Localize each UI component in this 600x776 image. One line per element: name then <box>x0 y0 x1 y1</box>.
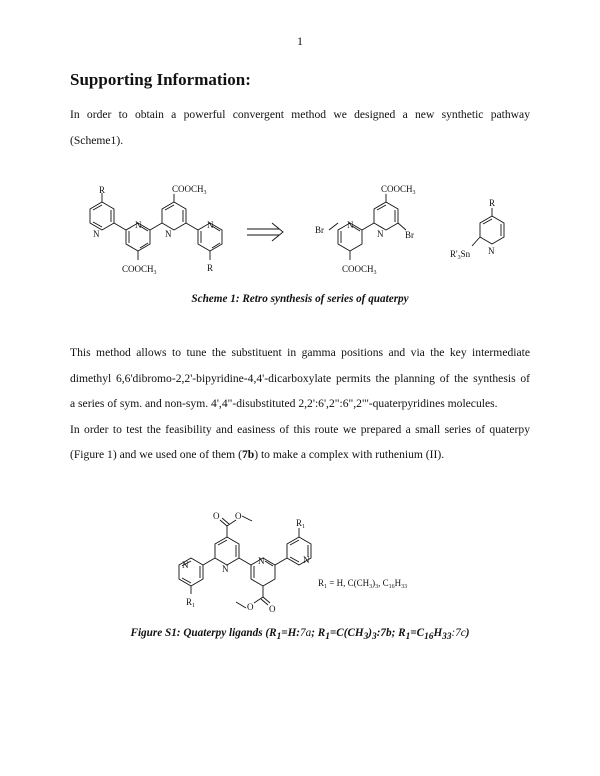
o4-label: O <box>247 602 254 612</box>
cooch3-top-right-label: $COOCH_3$ <box>381 184 416 196</box>
intro-line-2: (Scheme1). <box>70 133 124 147</box>
r1-definition: $R_1 = H$, $C(CH_3)_3$, $C_{16}H_{33}$ <box>318 578 408 590</box>
retro-arrow <box>247 223 283 241</box>
n-label: N <box>303 555 310 565</box>
scheme-caption: Scheme 1: Retro synthesis of series of quaterpy <box>191 293 409 305</box>
body-line-1: This method allows to tune the substituent in gamma positions and via the key intermediate <box>70 346 530 359</box>
quaterpy-target-structure <box>90 184 222 276</box>
figure-s1-drawing <box>0 506 600 616</box>
n-label: N <box>377 229 384 239</box>
n-label: N <box>165 229 172 239</box>
n-label: N <box>222 564 229 574</box>
body-line-3: a series of sym. and non-sym. 4',4"-disubstituted 2,2':6',2":6",2"'-quaterpyridines molecules. <box>70 397 498 410</box>
quaterpy-ligand-structure <box>179 511 407 614</box>
br-left-label: Br <box>315 225 324 235</box>
body-paragraph <box>70 340 530 468</box>
o3-label: O <box>269 604 276 614</box>
intro-paragraph <box>70 102 530 153</box>
n-label: N <box>135 220 142 230</box>
compound-7b-ref: 7b <box>241 448 255 461</box>
o1-label: O <box>213 511 220 521</box>
r3sn-label: $R'_3Sn$ <box>450 249 471 261</box>
br-right-label: Br <box>405 230 414 240</box>
page-number: 1 <box>297 34 303 48</box>
intro-line-1: In order to obtain a powerful convergent method we designed a new synthetic pathway <box>70 108 530 121</box>
scheme-1-drawing <box>0 180 600 290</box>
n-label: N <box>93 229 100 239</box>
r1-top-label: $R_1$ <box>296 518 306 530</box>
r1-bottom-label: $R_1$ <box>186 597 196 609</box>
stannyl-pyridine-structure <box>450 198 504 261</box>
dibromo-bipyridine-structure <box>315 184 416 276</box>
section-heading: Supporting Information: <box>70 70 251 89</box>
o2-label: O <box>235 511 242 521</box>
r-top-label: R <box>99 185 106 195</box>
r-stannane-label: R <box>489 198 496 208</box>
cooch3-bottom-label: $COOCH_3$ <box>122 264 157 276</box>
cooch3-top-label: $COOCH_3$ <box>172 184 207 196</box>
n-label: N <box>207 220 214 230</box>
n-label: N <box>182 560 189 570</box>
figure-caption: Figure S1: Quaterpy ligands ($R_1=H:7a$; $R_1=C(CH_3)_3:7b$; $R_1=C_{16}H_{33}:7c$) <box>130 627 470 643</box>
body-line-2: dimethyl 6,6'dibromo-2,2'-bipyridine-4,4'-dicarboxylate permits the planning of the synthesis of <box>70 371 530 385</box>
n-label: N <box>258 556 265 566</box>
body-line-5: (Figure 1) and we used one of them (7b) to make a complex with ruthenium (II). <box>70 448 445 461</box>
body-line-4: In order to test the feasibility and easiness of this route we prepared a small series of quaterpy <box>70 422 530 436</box>
n-label: N <box>347 220 354 230</box>
cooch3-bottom-right-label: $COOCH_3$ <box>342 264 377 276</box>
n-label: N <box>488 246 495 256</box>
r-bottom-label: R <box>207 263 214 273</box>
